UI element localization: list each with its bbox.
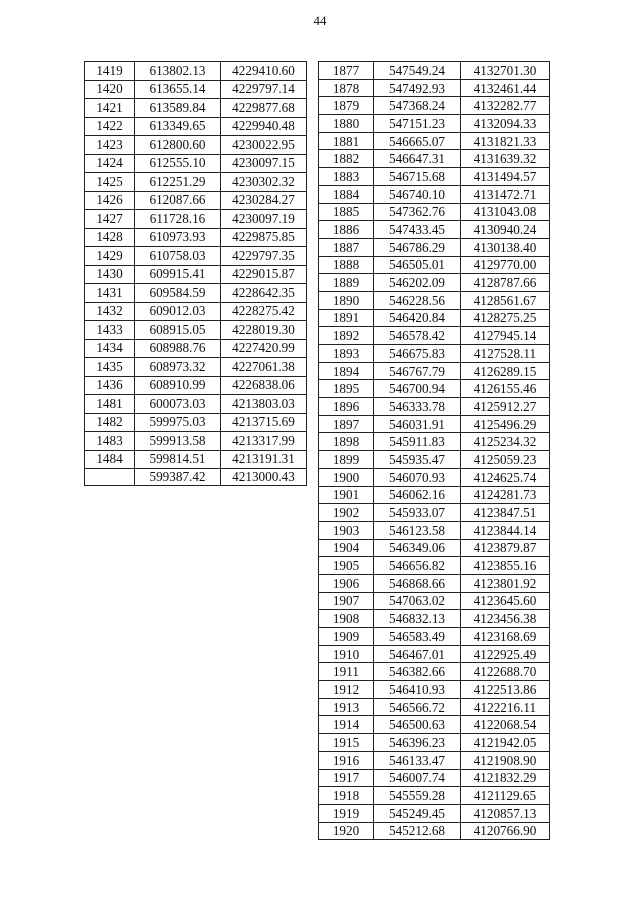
left-coordinate-table (84, 61, 307, 486)
y-coordinate-cell: 4230097.19 (221, 210, 307, 229)
table-row (319, 698, 550, 716)
x-coordinate-cell: 608915.05 (135, 321, 221, 340)
point-id-cell: 1481 (85, 395, 135, 414)
table-row (319, 327, 550, 345)
table-row (319, 380, 550, 398)
y-coordinate-cell: 4132282.77 (461, 97, 550, 115)
y-coordinate-cell: 4123879.87 (461, 539, 550, 557)
y-coordinate-cell: 4131494.57 (461, 168, 550, 186)
point-id-cell: 1482 (85, 413, 135, 432)
x-coordinate-cell: 546202.09 (374, 274, 461, 292)
table-row (319, 415, 550, 433)
x-coordinate-cell: 546583.49 (374, 628, 461, 646)
y-coordinate-cell: 4131639.32 (461, 150, 550, 168)
x-coordinate-cell: 599814.51 (135, 450, 221, 469)
table-row (319, 681, 550, 699)
point-id-cell: 1888 (319, 256, 374, 274)
page-number: 44 (313, 13, 327, 28)
y-coordinate-cell: 4123844.14 (461, 521, 550, 539)
point-id-cell: 1877 (319, 62, 374, 80)
y-coordinate-cell: 4228019.30 (221, 321, 307, 340)
point-id-cell: 1892 (319, 327, 374, 345)
table-row (319, 274, 550, 292)
table-row (319, 486, 550, 504)
point-id-cell: 1913 (319, 698, 374, 716)
x-coordinate-cell: 546123.58 (374, 521, 461, 539)
y-coordinate-cell: 4122068.54 (461, 716, 550, 734)
table-row (319, 751, 550, 769)
y-coordinate-cell: 4126289.15 (461, 362, 550, 380)
y-coordinate-cell: 4125912.27 (461, 398, 550, 416)
y-coordinate-cell: 4130940.24 (461, 221, 550, 239)
point-id-cell: 1435 (85, 358, 135, 377)
table-row (319, 221, 550, 239)
x-coordinate-cell: 547492.93 (374, 79, 461, 97)
x-coordinate-cell: 546396.23 (374, 734, 461, 752)
point-id-cell: 1896 (319, 398, 374, 416)
point-id-cell: 1894 (319, 362, 374, 380)
y-coordinate-cell: 4230022.95 (221, 136, 307, 155)
x-coordinate-cell: 546133.47 (374, 751, 461, 769)
y-coordinate-cell: 4124625.74 (461, 468, 550, 486)
x-coordinate-cell: 546566.72 (374, 698, 461, 716)
x-coordinate-cell: 599913.58 (135, 432, 221, 451)
table-row (319, 574, 550, 592)
x-coordinate-cell: 609012.03 (135, 302, 221, 321)
y-coordinate-cell: 4229410.60 (221, 62, 307, 81)
y-coordinate-cell: 4230097.15 (221, 154, 307, 173)
x-coordinate-cell: 609915.41 (135, 265, 221, 284)
y-coordinate-cell: 4229875.85 (221, 228, 307, 247)
y-coordinate-cell: 4213000.43 (221, 469, 307, 486)
point-id-cell: 1900 (319, 468, 374, 486)
table-row (319, 557, 550, 575)
y-coordinate-cell: 4229940.48 (221, 117, 307, 136)
x-coordinate-cell: 612251.29 (135, 173, 221, 192)
table-row (319, 256, 550, 274)
y-coordinate-cell: 4227420.99 (221, 339, 307, 358)
x-coordinate-cell: 613349.65 (135, 117, 221, 136)
x-coordinate-cell: 546382.66 (374, 663, 461, 681)
point-id-cell: 1880 (319, 115, 374, 133)
y-coordinate-cell: 4123168.69 (461, 628, 550, 646)
x-coordinate-cell: 547063.02 (374, 592, 461, 610)
point-id-cell: 1912 (319, 681, 374, 699)
point-id-cell: 1425 (85, 173, 135, 192)
y-coordinate-cell: 4120857.13 (461, 804, 550, 822)
y-coordinate-cell: 4122513.86 (461, 681, 550, 699)
point-id-cell: 1429 (85, 247, 135, 266)
point-id-cell: 1890 (319, 291, 374, 309)
point-id-cell: 1889 (319, 274, 374, 292)
x-coordinate-cell: 546349.06 (374, 539, 461, 557)
y-coordinate-cell: 4124281.73 (461, 486, 550, 504)
x-coordinate-cell: 546700.94 (374, 380, 461, 398)
point-id-cell: 1421 (85, 99, 135, 118)
y-coordinate-cell: 4229877.68 (221, 99, 307, 118)
x-coordinate-cell: 546228.56 (374, 291, 461, 309)
x-coordinate-cell: 546333.78 (374, 398, 461, 416)
point-id-cell: 1885 (319, 203, 374, 221)
x-coordinate-cell: 545935.47 (374, 451, 461, 469)
point-id-cell: 1911 (319, 663, 374, 681)
point-id-cell: 1904 (319, 539, 374, 557)
x-coordinate-cell: 546832.13 (374, 610, 461, 628)
point-id-cell: 1427 (85, 210, 135, 229)
x-coordinate-cell: 547362.76 (374, 203, 461, 221)
x-coordinate-cell: 547549.24 (374, 62, 461, 80)
table-row (319, 309, 550, 327)
y-coordinate-cell: 4213317.99 (221, 432, 307, 451)
point-id-cell: 1423 (85, 136, 135, 155)
table-row (319, 769, 550, 787)
x-coordinate-cell: 546420.84 (374, 309, 461, 327)
x-coordinate-cell: 612555.10 (135, 154, 221, 173)
point-id-cell: 1899 (319, 451, 374, 469)
y-coordinate-cell: 4229015.87 (221, 265, 307, 284)
x-coordinate-cell: 546007.74 (374, 769, 461, 787)
y-coordinate-cell: 4213715.69 (221, 413, 307, 432)
table-row (319, 822, 550, 840)
y-coordinate-cell: 4125496.29 (461, 415, 550, 433)
y-coordinate-cell: 4123847.51 (461, 504, 550, 522)
point-id-cell: 1908 (319, 610, 374, 628)
point-id-cell: 1419 (85, 62, 135, 81)
table-row (319, 168, 550, 186)
point-id-cell: 1914 (319, 716, 374, 734)
point-id-cell: 1424 (85, 154, 135, 173)
point-id-cell: 1920 (319, 822, 374, 840)
point-id-cell: 1433 (85, 321, 135, 340)
x-coordinate-cell: 600073.03 (135, 395, 221, 414)
y-coordinate-cell: 4213191.31 (221, 450, 307, 469)
y-coordinate-cell: 4123456.38 (461, 610, 550, 628)
point-id-cell: 1918 (319, 787, 374, 805)
x-coordinate-cell: 545911.83 (374, 433, 461, 451)
y-coordinate-cell: 4121832.29 (461, 769, 550, 787)
x-coordinate-cell: 545212.68 (374, 822, 461, 840)
y-coordinate-cell: 4130138.40 (461, 238, 550, 256)
point-id-cell: 1886 (319, 221, 374, 239)
x-coordinate-cell: 546740.10 (374, 185, 461, 203)
x-coordinate-cell: 546505.01 (374, 256, 461, 274)
table-row (319, 787, 550, 805)
point-id-cell: 1919 (319, 804, 374, 822)
table-row (319, 468, 550, 486)
point-id-cell: 1426 (85, 191, 135, 210)
point-id-cell: 1434 (85, 339, 135, 358)
point-id-cell: 1903 (319, 521, 374, 539)
table-row (319, 592, 550, 610)
x-coordinate-cell: 612087.66 (135, 191, 221, 210)
x-coordinate-cell: 613655.14 (135, 80, 221, 99)
point-id-cell: 1901 (319, 486, 374, 504)
y-coordinate-cell: 4125059.23 (461, 451, 550, 469)
y-coordinate-cell: 4226838.06 (221, 376, 307, 395)
y-coordinate-cell: 4128787.66 (461, 274, 550, 292)
table-row (319, 62, 550, 80)
point-id-cell: 1893 (319, 345, 374, 363)
point-id-cell: 1891 (319, 309, 374, 327)
x-coordinate-cell: 545559.28 (374, 787, 461, 805)
point-id-cell: 1898 (319, 433, 374, 451)
point-id-cell: 1905 (319, 557, 374, 575)
x-coordinate-cell: 547368.24 (374, 97, 461, 115)
table-row (319, 804, 550, 822)
point-id-cell: 1420 (85, 80, 135, 99)
x-coordinate-cell: 545933.07 (374, 504, 461, 522)
y-coordinate-cell: 4123645.60 (461, 592, 550, 610)
x-coordinate-cell: 610973.93 (135, 228, 221, 247)
y-coordinate-cell: 4127945.14 (461, 327, 550, 345)
x-coordinate-cell: 613589.84 (135, 99, 221, 118)
point-id-cell: 1483 (85, 432, 135, 451)
y-coordinate-cell: 4125234.32 (461, 433, 550, 451)
x-coordinate-cell: 609584.59 (135, 284, 221, 303)
y-coordinate-cell: 4230302.32 (221, 173, 307, 192)
table-row (319, 521, 550, 539)
y-coordinate-cell: 4121942.05 (461, 734, 550, 752)
table-row (319, 539, 550, 557)
point-id-cell: 1432 (85, 302, 135, 321)
x-coordinate-cell: 611728.16 (135, 210, 221, 229)
y-coordinate-cell: 4229797.14 (221, 80, 307, 99)
point-id-cell: 1484 (85, 450, 135, 469)
x-coordinate-cell: 546675.83 (374, 345, 461, 363)
y-coordinate-cell: 4131043.08 (461, 203, 550, 221)
point-id-cell: 1907 (319, 592, 374, 610)
table-row (85, 469, 307, 486)
y-coordinate-cell: 4128275.25 (461, 309, 550, 327)
x-coordinate-cell: 546868.66 (374, 574, 461, 592)
empty-id-cell (85, 469, 135, 486)
x-coordinate-cell: 546070.93 (374, 468, 461, 486)
y-coordinate-cell: 4123855.16 (461, 557, 550, 575)
x-coordinate-cell: 608973.32 (135, 358, 221, 377)
table-row (319, 345, 550, 363)
point-id-cell: 1422 (85, 117, 135, 136)
y-coordinate-cell: 4227061.38 (221, 358, 307, 377)
y-coordinate-cell: 4132094.33 (461, 115, 550, 133)
table-row (319, 97, 550, 115)
x-coordinate-cell: 546500.63 (374, 716, 461, 734)
table-row (319, 433, 550, 451)
y-coordinate-cell: 4230284.27 (221, 191, 307, 210)
point-id-cell: 1436 (85, 376, 135, 395)
table-row (319, 150, 550, 168)
table-row (319, 398, 550, 416)
point-id-cell: 1431 (85, 284, 135, 303)
table-row (319, 663, 550, 681)
point-id-cell: 1902 (319, 504, 374, 522)
y-coordinate-cell: 4121129.65 (461, 787, 550, 805)
y-coordinate-cell: 4122216.11 (461, 698, 550, 716)
x-coordinate-cell: 610758.03 (135, 247, 221, 266)
table-row (319, 203, 550, 221)
point-id-cell: 1906 (319, 574, 374, 592)
point-id-cell: 1917 (319, 769, 374, 787)
y-coordinate-cell: 4123801.92 (461, 574, 550, 592)
right-coordinate-table (318, 61, 550, 840)
y-coordinate-cell: 4132461.44 (461, 79, 550, 97)
table-row (319, 132, 550, 150)
y-coordinate-cell: 4128561.67 (461, 291, 550, 309)
point-id-cell: 1882 (319, 150, 374, 168)
y-coordinate-cell: 4120766.90 (461, 822, 550, 840)
y-coordinate-cell: 4122688.70 (461, 663, 550, 681)
y-coordinate-cell: 4229797.35 (221, 247, 307, 266)
x-coordinate-cell: 546656.82 (374, 557, 461, 575)
point-id-cell: 1895 (319, 380, 374, 398)
point-id-cell: 1884 (319, 185, 374, 203)
x-coordinate-cell: 546467.01 (374, 645, 461, 663)
x-coordinate-cell: 546578.42 (374, 327, 461, 345)
x-coordinate-cell: 546767.79 (374, 362, 461, 380)
point-id-cell: 1879 (319, 97, 374, 115)
table-row (319, 291, 550, 309)
x-coordinate-cell: 599975.03 (135, 413, 221, 432)
x-coordinate-cell: 546786.29 (374, 238, 461, 256)
y-coordinate-cell: 4127528.11 (461, 345, 550, 363)
y-coordinate-cell: 4129770.00 (461, 256, 550, 274)
y-coordinate-cell: 4228275.42 (221, 302, 307, 321)
x-coordinate-cell: 608910.99 (135, 376, 221, 395)
table-row (319, 645, 550, 663)
x-coordinate-cell: 599387.42 (135, 469, 221, 486)
point-id-cell: 1909 (319, 628, 374, 646)
point-id-cell: 1430 (85, 265, 135, 284)
table-row (319, 79, 550, 97)
x-coordinate-cell: 546410.93 (374, 681, 461, 699)
point-id-cell: 1916 (319, 751, 374, 769)
table-row (319, 185, 550, 203)
point-id-cell: 1881 (319, 132, 374, 150)
table-row (319, 716, 550, 734)
y-coordinate-cell: 4131821.33 (461, 132, 550, 150)
table-row (319, 115, 550, 133)
point-id-cell: 1887 (319, 238, 374, 256)
point-id-cell: 1883 (319, 168, 374, 186)
y-coordinate-cell: 4132701.30 (461, 62, 550, 80)
point-id-cell: 1428 (85, 228, 135, 247)
x-coordinate-cell: 546062.16 (374, 486, 461, 504)
x-coordinate-cell: 546031.91 (374, 415, 461, 433)
x-coordinate-cell: 546665.07 (374, 132, 461, 150)
table-row (319, 610, 550, 628)
table-row (319, 628, 550, 646)
x-coordinate-cell: 547151.23 (374, 115, 461, 133)
point-id-cell: 1910 (319, 645, 374, 663)
x-coordinate-cell: 546715.68 (374, 168, 461, 186)
table-row (319, 734, 550, 752)
point-id-cell: 1897 (319, 415, 374, 433)
table-row (319, 238, 550, 256)
y-coordinate-cell: 4122925.49 (461, 645, 550, 663)
x-coordinate-cell: 546647.31 (374, 150, 461, 168)
x-coordinate-cell: 608988.76 (135, 339, 221, 358)
y-coordinate-cell: 4121908.90 (461, 751, 550, 769)
point-id-cell: 1878 (319, 79, 374, 97)
table-row (319, 504, 550, 522)
x-coordinate-cell: 545249.45 (374, 804, 461, 822)
point-id-cell: 1915 (319, 734, 374, 752)
table-row (319, 451, 550, 469)
y-coordinate-cell: 4228642.35 (221, 284, 307, 303)
y-coordinate-cell: 4131472.71 (461, 185, 550, 203)
x-coordinate-cell: 613802.13 (135, 62, 221, 81)
y-coordinate-cell: 4213803.03 (221, 395, 307, 414)
x-coordinate-cell: 547433.45 (374, 221, 461, 239)
y-coordinate-cell: 4126155.46 (461, 380, 550, 398)
table-row (319, 362, 550, 380)
x-coordinate-cell: 612800.60 (135, 136, 221, 155)
